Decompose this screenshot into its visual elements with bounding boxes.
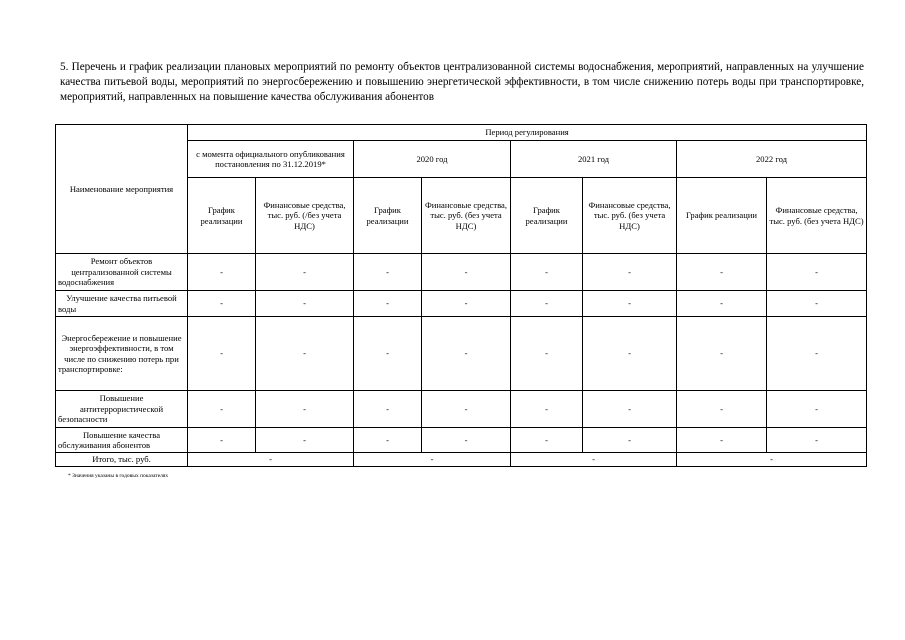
table-cell: - xyxy=(511,254,583,291)
table-cell: - xyxy=(188,391,256,428)
table-cell: - xyxy=(677,391,767,428)
table-row xyxy=(56,291,867,317)
row-name: Энергосбережение и повышение энергоэффективности, в том числе по снижению потерь при транспортировке: xyxy=(56,317,188,391)
table-cell: - xyxy=(583,317,677,391)
schedule-header: График реализации xyxy=(188,178,256,254)
row-name: Улучшение качества питьевой воды xyxy=(56,291,188,317)
table-row xyxy=(56,254,867,291)
finance-header: Финансовые средства, тыс. руб. (без учета НДС) xyxy=(583,178,677,254)
total-cell: - xyxy=(511,453,677,467)
row-name: Повышение качества обслуживания абонентов xyxy=(56,428,188,453)
table-cell: - xyxy=(511,291,583,317)
table-cell: - xyxy=(677,291,767,317)
table-cell: - xyxy=(354,428,422,453)
total-cell: - xyxy=(354,453,511,467)
table-row xyxy=(56,391,867,428)
finance-header: Финансовые средства, тыс. руб. (без учета НДС) xyxy=(422,178,511,254)
table-cell: - xyxy=(583,254,677,291)
table-cell: - xyxy=(256,317,354,391)
schedule-header: График реализации xyxy=(511,178,583,254)
table-cell: - xyxy=(256,428,354,453)
period-2022-header: 2022 год xyxy=(677,141,867,178)
table-cell: - xyxy=(188,291,256,317)
table-cell: - xyxy=(422,291,511,317)
row-name: Ремонт объектов централизованной системы водоснабжения xyxy=(56,254,188,291)
table-cell: - xyxy=(256,254,354,291)
total-row xyxy=(56,453,867,467)
table-cell: - xyxy=(583,391,677,428)
total-cell: - xyxy=(677,453,867,467)
table-cell: - xyxy=(354,254,422,291)
table-cell: - xyxy=(677,317,767,391)
finance-header: Финансовые средства, тыс. руб. (/без учета НДС) xyxy=(256,178,354,254)
row-name: Повышение антитеррористической безопасности xyxy=(56,391,188,428)
table-cell: - xyxy=(354,391,422,428)
table-row xyxy=(56,428,867,453)
table-cell: - xyxy=(188,317,256,391)
table-cell: - xyxy=(422,391,511,428)
schedule-header: График реализации xyxy=(354,178,422,254)
table-cell: - xyxy=(188,254,256,291)
table-cell: - xyxy=(422,254,511,291)
footnote: * Значения указаны в годовых показателях xyxy=(68,473,169,479)
schedule-header: График реализации xyxy=(677,178,767,254)
table-cell: - xyxy=(677,428,767,453)
table-cell: - xyxy=(583,428,677,453)
table-row xyxy=(56,317,867,391)
table-cell: - xyxy=(511,391,583,428)
finance-header: Финансовые средства, тыс. руб. (без учета НДС) xyxy=(767,178,867,254)
table-cell: - xyxy=(767,317,867,391)
period-2019-header: с момента официального опубликования постановления по 31.12.2019* xyxy=(188,141,354,178)
table-cell: - xyxy=(677,254,767,291)
table-cell: - xyxy=(767,391,867,428)
name-column-header: Наименование мероприятия xyxy=(56,125,188,254)
table-cell: - xyxy=(511,428,583,453)
table-cell: - xyxy=(188,428,256,453)
table-cell: - xyxy=(767,254,867,291)
period-header: Период регулирования xyxy=(188,125,867,141)
table-cell: - xyxy=(354,291,422,317)
table-cell: - xyxy=(511,317,583,391)
table-cell: - xyxy=(767,428,867,453)
table-cell: - xyxy=(583,291,677,317)
table-cell: - xyxy=(422,317,511,391)
table-cell: - xyxy=(767,291,867,317)
period-2020-header: 2020 год xyxy=(354,141,511,178)
total-label: Итого, тыс. руб. xyxy=(56,453,188,467)
measures-table xyxy=(55,124,867,467)
section-heading: 5. Перечень и график реализации плановых мероприятий по ремонту объектов централизованной системы водоснабжения, мероприятий, направленных на улучшение качества питьевой воды, мероприятий по энергосбережению и повышению энергетической эффективности, в том числе снижению потерь воды при транспортировке, мероприятий, направленных на повышение качества обслуживания абонентов xyxy=(60,61,864,103)
table-cell: - xyxy=(354,317,422,391)
total-cell: - xyxy=(188,453,354,467)
table-cell: - xyxy=(256,291,354,317)
table-cell: - xyxy=(422,428,511,453)
period-2021-header: 2021 год xyxy=(511,141,677,178)
table-cell: - xyxy=(256,391,354,428)
